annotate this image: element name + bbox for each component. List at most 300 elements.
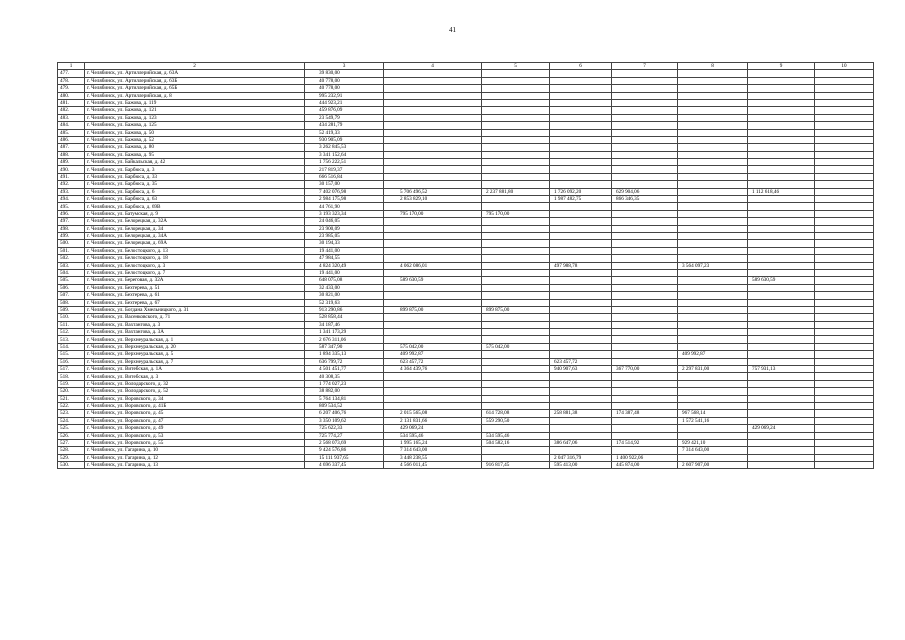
value-col3: 44 761,90: [305, 203, 384, 210]
value-col8: [678, 269, 748, 276]
value-col7: [612, 218, 678, 225]
value-col10: [815, 181, 874, 188]
value-col7: [612, 380, 678, 387]
value-col8: [678, 166, 748, 173]
row-number: 490.: [58, 166, 85, 173]
value-col6: [550, 99, 612, 106]
value-col10: [815, 395, 874, 402]
value-col7: 866 346,35: [612, 196, 678, 203]
value-col10: [815, 380, 874, 387]
value-col8: [678, 306, 748, 313]
table-row: [58, 247, 874, 254]
value-col8: [678, 388, 748, 395]
row-number: 523.: [58, 410, 85, 417]
table-row: [58, 454, 874, 461]
table-row: [58, 129, 874, 136]
value-col7: [612, 321, 678, 328]
table-row: [58, 306, 874, 313]
value-col5: [482, 240, 550, 247]
value-col9: [748, 77, 815, 84]
value-col6: [550, 336, 612, 343]
value-col10: [815, 99, 874, 106]
value-col7: [612, 402, 678, 409]
table-row: [58, 173, 874, 180]
value-col4: 2 131 831,66: [384, 417, 482, 424]
value-col6: [550, 122, 612, 129]
value-col3: 19 441,00: [305, 269, 384, 276]
value-col6: [550, 380, 612, 387]
value-col9: [748, 292, 815, 299]
address-cell: г. Челябинск, ул. Барбюса, д. 35: [85, 181, 305, 188]
value-col4: [384, 240, 482, 247]
value-col6: [550, 306, 612, 313]
value-col9: [748, 107, 815, 114]
value-col9: [748, 439, 815, 446]
value-col10: [815, 343, 874, 350]
value-col8: [678, 196, 748, 203]
value-col6: [550, 447, 612, 454]
column-header: 5: [482, 63, 550, 70]
value-col10: [815, 336, 874, 343]
table-body: [58, 70, 874, 469]
address-cell: г. Челябинск, ул. Бажова, д. 50: [85, 129, 305, 136]
address-cell: г. Челябинск, ул. Воровского, д. 53: [85, 432, 305, 439]
value-col6: [550, 210, 612, 217]
value-col8: [678, 173, 748, 180]
value-col5: 795 170,00: [482, 210, 550, 217]
value-col3: 30 194,33: [305, 240, 384, 247]
table-row: [58, 277, 874, 284]
value-col8: [678, 284, 748, 291]
address-cell: г. Челябинск, ул. Воровского, д. 49: [85, 425, 305, 432]
row-number: 510.: [58, 314, 85, 321]
value-col5: [482, 447, 550, 454]
value-col9: [748, 240, 815, 247]
row-number: 518.: [58, 373, 85, 380]
address-cell: г. Челябинск, ул. Батумская, д. 9: [85, 210, 305, 217]
value-col8: [678, 299, 748, 306]
table-row: [58, 210, 874, 217]
value-col10: [815, 92, 874, 99]
header-row: [58, 63, 874, 70]
value-col10: [815, 284, 874, 291]
value-col5: [482, 255, 550, 262]
value-col4: [384, 144, 482, 151]
value-col7: [612, 329, 678, 336]
value-col10: [815, 366, 874, 373]
value-col6: [550, 107, 612, 114]
value-col7: [612, 336, 678, 343]
address-cell: г. Челябинск, ул. Барбюса, д. 3: [85, 166, 305, 173]
value-col3: 995 232,91: [305, 92, 384, 99]
value-col5: [482, 92, 550, 99]
value-col8: [678, 255, 748, 262]
row-number: 513.: [58, 336, 85, 343]
value-col7: [612, 247, 678, 254]
value-col10: [815, 232, 874, 239]
value-col8: [678, 225, 748, 232]
value-col3: 4 824 320,49: [305, 262, 384, 269]
table-row: [58, 439, 874, 446]
value-col3: 30 821,00: [305, 292, 384, 299]
value-col9: [748, 181, 815, 188]
value-col4: 2 853 829,10: [384, 196, 482, 203]
address-cell: г. Челябинск, ул. Белорецкая, д. 34А: [85, 232, 305, 239]
value-col8: [678, 240, 748, 247]
value-col5: 899 875,00: [482, 306, 550, 313]
value-col3: 9 424 576,86: [305, 447, 384, 454]
value-col6: [550, 255, 612, 262]
table-row: [58, 181, 874, 188]
value-col7: [612, 92, 678, 99]
column-header: 10: [815, 63, 874, 70]
value-col7: [612, 269, 678, 276]
value-col9: [748, 351, 815, 358]
value-col4: [384, 173, 482, 180]
table-row: [58, 218, 874, 225]
row-number: 481.: [58, 99, 85, 106]
value-col6: 595 413,00: [550, 462, 612, 469]
value-col6: [550, 159, 612, 166]
value-col5: [482, 203, 550, 210]
value-col6: [550, 269, 612, 276]
value-col8: 2 297 831,00: [678, 366, 748, 373]
value-col4: 623 457,72: [384, 358, 482, 365]
value-col5: [482, 395, 550, 402]
value-col7: [612, 70, 678, 77]
value-col5: [482, 329, 550, 336]
value-col9: [748, 70, 815, 77]
value-col8: [678, 122, 748, 129]
address-cell: г. Челябинск, ул. Володарского, д. 32: [85, 380, 305, 387]
value-col9: [748, 262, 815, 269]
value-col3: 40 778,00: [305, 85, 384, 92]
value-col3: 725 774,27: [305, 432, 384, 439]
table-row: [58, 159, 874, 166]
value-col9: [748, 255, 815, 262]
value-col7: [612, 314, 678, 321]
value-col10: [815, 269, 874, 276]
value-col7: [612, 129, 678, 136]
value-col5: [482, 351, 550, 358]
value-col10: [815, 351, 874, 358]
table-row: [58, 203, 874, 210]
value-col3: 23 985,05: [305, 232, 384, 239]
value-col4: 3 448 238,55: [384, 454, 482, 461]
value-col5: [482, 129, 550, 136]
table-row: [58, 388, 874, 395]
value-col9: [748, 395, 815, 402]
table-row: [58, 188, 874, 195]
row-number: 491.: [58, 173, 85, 180]
value-col8: [678, 99, 748, 106]
value-col9: [748, 417, 815, 424]
table-row: [58, 366, 874, 373]
value-col9: [748, 166, 815, 173]
value-col4: [384, 255, 482, 262]
value-col7: [612, 99, 678, 106]
value-col6: [550, 218, 612, 225]
value-col4: [384, 373, 482, 380]
address-cell: г. Челябинск, ул. Гагарина, д. 12: [85, 454, 305, 461]
value-col4: [384, 85, 482, 92]
address-cell: г. Челябинск, ул. Барбюса, д. 6: [85, 188, 305, 195]
value-col6: [550, 329, 612, 336]
table-row: [58, 373, 874, 380]
value-col9: [748, 92, 815, 99]
value-col3: 3 341 152,64: [305, 151, 384, 158]
value-col9: [748, 321, 815, 328]
row-number: 496.: [58, 210, 85, 217]
value-col6: [550, 284, 612, 291]
row-number: 521.: [58, 395, 85, 402]
row-number: 503.: [58, 262, 85, 269]
row-number: 526.: [58, 432, 85, 439]
row-number: 524.: [58, 417, 85, 424]
value-col4: [384, 232, 482, 239]
value-col8: [678, 358, 748, 365]
row-number: 512.: [58, 329, 85, 336]
value-col10: [815, 166, 874, 173]
value-col10: [815, 388, 874, 395]
value-col6: [550, 77, 612, 84]
table-row: [58, 432, 874, 439]
value-col8: [678, 380, 748, 387]
value-col3: 666 516,84: [305, 173, 384, 180]
address-cell: г. Челябинск, ул. Воровского, д. 34: [85, 395, 305, 402]
value-col8: [678, 329, 748, 336]
row-number: 478.: [58, 77, 85, 84]
value-col5: [482, 77, 550, 84]
value-col8: [678, 129, 748, 136]
row-number: 485.: [58, 129, 85, 136]
value-col4: [384, 218, 482, 225]
value-col4: [384, 77, 482, 84]
value-col7: [612, 240, 678, 247]
row-number: 488.: [58, 151, 85, 158]
row-number: 508.: [58, 299, 85, 306]
address-cell: г. Челябинск, ул. Барбюса, д. 33: [85, 173, 305, 180]
value-col5: [482, 380, 550, 387]
value-col5: [482, 70, 550, 77]
value-col5: [482, 159, 550, 166]
address-cell: г. Челябинск, ул. Белорецкая, д. 69А: [85, 240, 305, 247]
value-col10: [815, 314, 874, 321]
value-col5: [482, 262, 550, 269]
value-col3: 23 900,09: [305, 225, 384, 232]
value-col3: 15 111 937,65: [305, 454, 384, 461]
value-col5: [482, 366, 550, 373]
value-col3: 34 187,46: [305, 321, 384, 328]
address-cell: г. Челябинск, ул. Верхнеуральская, д. 5: [85, 351, 305, 358]
value-col3: 38 882,00: [305, 388, 384, 395]
value-col7: [612, 210, 678, 217]
value-col10: [815, 114, 874, 121]
value-col9: [748, 99, 815, 106]
value-col6: [550, 432, 612, 439]
table-row: [58, 255, 874, 262]
value-col4: [384, 181, 482, 188]
value-col10: [815, 432, 874, 439]
value-col8: [678, 343, 748, 350]
value-col8: [678, 188, 748, 195]
value-col3: 1 894 335,13: [305, 351, 384, 358]
value-col7: [612, 255, 678, 262]
table-row: [58, 136, 874, 143]
value-col3: 809 534,52: [305, 402, 384, 409]
row-number: 519.: [58, 380, 85, 387]
page-number: 41: [449, 26, 456, 34]
value-col4: [384, 92, 482, 99]
value-col10: [815, 417, 874, 424]
value-col4: 589 630,59: [384, 277, 482, 284]
row-number: 517.: [58, 366, 85, 373]
table-row: [58, 114, 874, 121]
table-row: [58, 380, 874, 387]
value-col7: [612, 373, 678, 380]
value-col7: [612, 136, 678, 143]
value-col10: [815, 129, 874, 136]
value-col9: 589 630,59: [748, 277, 815, 284]
value-col4: [384, 70, 482, 77]
value-col10: [815, 358, 874, 365]
value-col3: 217 819,37: [305, 166, 384, 173]
row-number: 507.: [58, 292, 85, 299]
value-col4: [384, 388, 482, 395]
value-col5: [482, 454, 550, 461]
value-col6: 623 457,72: [550, 358, 612, 365]
value-col7: [612, 299, 678, 306]
value-col4: 575 042,00: [384, 343, 482, 350]
value-col7: 445 874,00: [612, 462, 678, 469]
row-number: 489.: [58, 159, 85, 166]
value-col8: [678, 77, 748, 84]
value-col6: [550, 417, 612, 424]
value-col10: [815, 462, 874, 469]
value-col8: [678, 203, 748, 210]
row-number: 493.: [58, 188, 85, 195]
value-col9: [748, 210, 815, 217]
value-col5: 504 582,16: [482, 439, 550, 446]
column-header: 9: [748, 63, 815, 70]
value-col8: 929 421,10: [678, 439, 748, 446]
value-col3: 40 778,00: [305, 77, 384, 84]
value-col9: [748, 129, 815, 136]
value-col4: [384, 329, 482, 336]
value-col10: [815, 329, 874, 336]
value-col6: [550, 232, 612, 239]
value-col6: [550, 314, 612, 321]
value-col3: 930 905,09: [305, 136, 384, 143]
value-col6: [550, 247, 612, 254]
value-col3: 4 696 337,45: [305, 462, 384, 469]
value-col10: [815, 159, 874, 166]
address-cell: г. Челябинск, ул. Верхнеуральская, д. 20: [85, 343, 305, 350]
address-cell: г. Челябинск, ул. Береговая, д. 32А: [85, 277, 305, 284]
value-col3: 30 157,00: [305, 181, 384, 188]
address-cell: г. Челябинск, ул. Витебская, д. 1А: [85, 366, 305, 373]
value-col8: [678, 151, 748, 158]
address-cell: г. Челябинск, ул. Белостоцкого, д. 3: [85, 262, 305, 269]
address-cell: г. Челябинск, ул. Белостоцкого, д. 7: [85, 269, 305, 276]
value-col7: [612, 203, 678, 210]
address-cell: г. Челябинск, ул. Витебская, д. 3: [85, 373, 305, 380]
value-col10: [815, 173, 874, 180]
address-cell: г. Челябинск, ул. Богдана Хмельницкого, д. 31: [85, 306, 305, 313]
table-row: [58, 262, 874, 269]
value-col6: [550, 136, 612, 143]
address-cell: г. Челябинск, ул. Бажова, д. 52: [85, 136, 305, 143]
value-col7: 174 387,48: [612, 410, 678, 417]
value-col9: [748, 218, 815, 225]
row-number: 494.: [58, 196, 85, 203]
value-col8: [678, 454, 748, 461]
value-col4: [384, 107, 482, 114]
value-col4: [384, 99, 482, 106]
value-col7: [612, 181, 678, 188]
value-col4: 409 992,87: [384, 351, 482, 358]
value-col9: [748, 432, 815, 439]
value-col8: [678, 210, 748, 217]
value-col4: [384, 225, 482, 232]
value-col5: 916 817,45: [482, 462, 550, 469]
value-col7: 367 770,00: [612, 366, 678, 373]
row-number: 528.: [58, 447, 85, 454]
value-col10: [815, 225, 874, 232]
value-col6: [550, 388, 612, 395]
column-header: 4: [384, 63, 482, 70]
value-col10: [815, 218, 874, 225]
value-col10: [815, 144, 874, 151]
table-row: [58, 402, 874, 409]
value-col3: 1 774 027,23: [305, 380, 384, 387]
table-row: [58, 395, 874, 402]
value-col4: [384, 314, 482, 321]
table-row: [58, 166, 874, 173]
value-col3: 444 923,21: [305, 99, 384, 106]
value-col6: [550, 151, 612, 158]
value-col10: [815, 425, 874, 432]
value-col9: [748, 122, 815, 129]
value-col5: [482, 107, 550, 114]
address-cell: г. Челябинск, ул. Бехтерева, д. 51: [85, 284, 305, 291]
value-col9: [748, 173, 815, 180]
value-col7: [612, 388, 678, 395]
value-col3: 23 549,79: [305, 114, 384, 121]
value-col9: 429 069,24: [748, 425, 815, 432]
value-col5: [482, 166, 550, 173]
column-header: 1: [58, 63, 85, 70]
value-col10: [815, 203, 874, 210]
value-col7: [612, 114, 678, 121]
value-col4: [384, 321, 482, 328]
address-cell: г. Челябинск, ул. Володарского, д. 52: [85, 388, 305, 395]
row-number: 509.: [58, 306, 85, 313]
value-col4: 7 314 643,00: [384, 447, 482, 454]
row-number: 498.: [58, 225, 85, 232]
address-cell: г. Челябинск, ул. Артиллерийская, д. 65Б: [85, 85, 305, 92]
value-col7: [612, 447, 678, 454]
value-col8: [678, 92, 748, 99]
value-col3: 434 281,79: [305, 122, 384, 129]
value-col9: [748, 159, 815, 166]
table-row: [58, 329, 874, 336]
value-col4: [384, 247, 482, 254]
value-col10: [815, 188, 874, 195]
value-col5: 534 595,46: [482, 432, 550, 439]
value-col5: [482, 99, 550, 106]
value-col7: [612, 107, 678, 114]
